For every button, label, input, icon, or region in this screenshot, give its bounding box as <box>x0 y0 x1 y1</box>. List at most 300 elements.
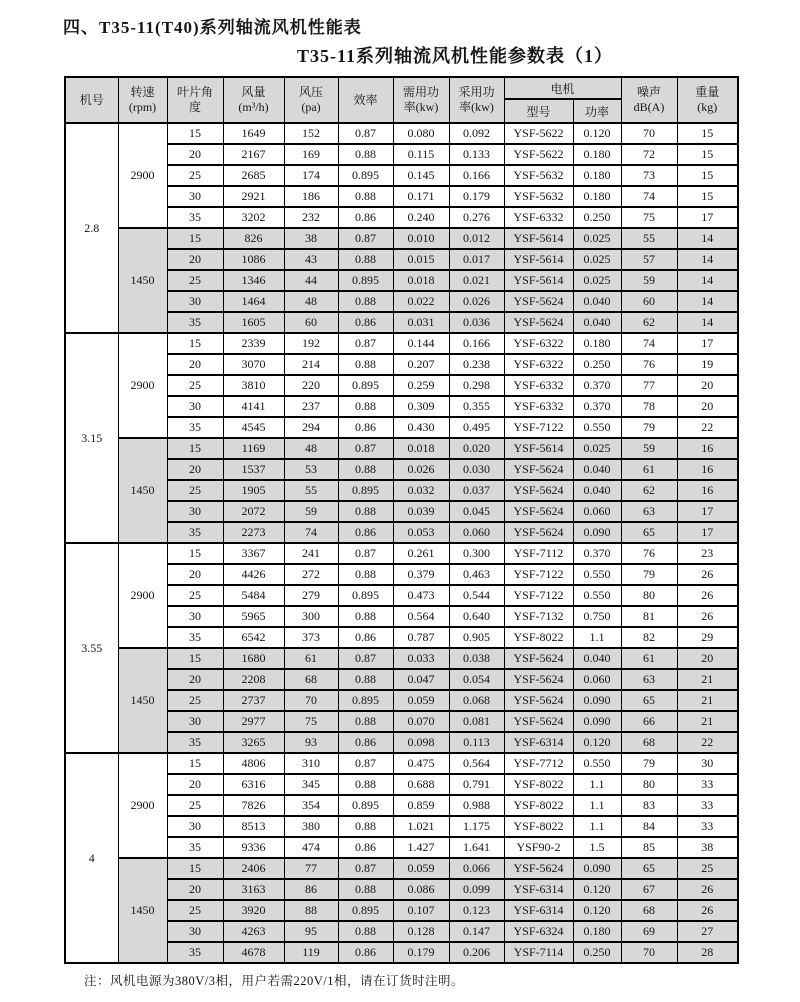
cell-noise: 74 <box>621 333 677 354</box>
cell-required-power: 0.031 <box>393 312 449 333</box>
cell-blade-angle: 25 <box>167 900 223 921</box>
cell-model: 2.8 <box>65 123 118 333</box>
cell-required-power: 0.032 <box>393 480 449 501</box>
cell-blade-angle: 20 <box>167 354 223 375</box>
cell-motor-model: YSF-5624 <box>504 312 573 333</box>
cell-air-flow: 3920 <box>223 900 284 921</box>
cell-motor-power: 0.180 <box>573 144 621 165</box>
cell-efficiency: 0.86 <box>338 837 393 858</box>
cell-weight: 26 <box>677 900 738 921</box>
cell-pressure: 119 <box>284 942 338 963</box>
cell-air-flow: 8513 <box>223 816 284 837</box>
cell-noise: 70 <box>621 123 677 144</box>
cell-motor-model: YSF-7112 <box>504 543 573 564</box>
cell-efficiency: 0.895 <box>338 480 393 501</box>
cell-adopted-power: 0.081 <box>449 711 504 732</box>
cell-pressure: 241 <box>284 543 338 564</box>
cell-noise: 61 <box>621 648 677 669</box>
cell-adopted-power: 0.544 <box>449 585 504 606</box>
cell-weight: 17 <box>677 522 738 543</box>
cell-weight: 30 <box>677 753 738 774</box>
cell-noise: 62 <box>621 480 677 501</box>
cell-efficiency: 0.88 <box>338 459 393 480</box>
cell-motor-model: YSF-5624 <box>504 501 573 522</box>
cell-blade-angle: 20 <box>167 564 223 585</box>
cell-weight: 38 <box>677 837 738 858</box>
cell-efficiency: 0.88 <box>338 879 393 900</box>
cell-pressure: 294 <box>284 417 338 438</box>
cell-blade-angle: 35 <box>167 732 223 753</box>
header-row-1 <box>65 77 738 99</box>
cell-blade-angle: 15 <box>167 123 223 144</box>
cell-pressure: 192 <box>284 333 338 354</box>
cell-motor-model: YSF90-2 <box>504 837 573 858</box>
cell-air-flow: 3367 <box>223 543 284 564</box>
cell-blade-angle: 25 <box>167 585 223 606</box>
cell-pressure: 61 <box>284 648 338 669</box>
cell-required-power: 0.144 <box>393 333 449 354</box>
cell-air-flow: 1346 <box>223 270 284 291</box>
cell-weight: 14 <box>677 291 738 312</box>
cell-motor-power: 0.025 <box>573 228 621 249</box>
cell-required-power: 0.047 <box>393 669 449 690</box>
cell-blade-angle: 15 <box>167 333 223 354</box>
cell-adopted-power: 0.045 <box>449 501 504 522</box>
cell-motor-power: 0.180 <box>573 165 621 186</box>
cell-blade-angle: 35 <box>167 837 223 858</box>
cell-air-flow: 1086 <box>223 249 284 270</box>
cell-noise: 62 <box>621 312 677 333</box>
cell-required-power: 0.010 <box>393 228 449 249</box>
cell-model: 3.15 <box>65 333 118 543</box>
cell-required-power: 0.115 <box>393 144 449 165</box>
cell-air-flow: 4263 <box>223 921 284 942</box>
cell-pressure: 53 <box>284 459 338 480</box>
cell-air-flow: 5965 <box>223 606 284 627</box>
cell-motor-model: YSF-7712 <box>504 753 573 774</box>
col-header-blade-angle: 叶片角 度 <box>167 77 223 123</box>
cell-speed: 1450 <box>118 228 167 333</box>
cell-air-flow: 2685 <box>223 165 284 186</box>
cell-efficiency: 0.88 <box>338 774 393 795</box>
cell-noise: 80 <box>621 585 677 606</box>
cell-speed: 2900 <box>118 123 167 228</box>
cell-motor-model: YSF-5624 <box>504 291 573 312</box>
cell-pressure: 59 <box>284 501 338 522</box>
cell-air-flow: 3202 <box>223 207 284 228</box>
cell-motor-power: 0.025 <box>573 270 621 291</box>
cell-motor-model: YSF-5624 <box>504 648 573 669</box>
cell-noise: 77 <box>621 375 677 396</box>
cell-motor-model: YSF-5622 <box>504 123 573 144</box>
cell-weight: 16 <box>677 459 738 480</box>
cell-model: 3.55 <box>65 543 118 753</box>
cell-air-flow: 6316 <box>223 774 284 795</box>
cell-weight: 33 <box>677 795 738 816</box>
cell-air-flow: 2737 <box>223 690 284 711</box>
cell-motor-power: 0.550 <box>573 564 621 585</box>
cell-air-flow: 4141 <box>223 396 284 417</box>
cell-motor-power: 0.550 <box>573 753 621 774</box>
cell-pressure: 48 <box>284 291 338 312</box>
table-body <box>65 123 738 963</box>
cell-air-flow: 4426 <box>223 564 284 585</box>
cell-efficiency: 0.87 <box>338 333 393 354</box>
cell-motor-power: 0.250 <box>573 942 621 963</box>
cell-motor-model: YSF-5614 <box>504 438 573 459</box>
cell-blade-angle: 15 <box>167 753 223 774</box>
cell-motor-power: 0.040 <box>573 291 621 312</box>
cell-pressure: 68 <box>284 669 338 690</box>
cell-motor-power: 0.750 <box>573 606 621 627</box>
cell-blade-angle: 15 <box>167 858 223 879</box>
cell-weight: 16 <box>677 438 738 459</box>
cell-weight: 14 <box>677 312 738 333</box>
cell-motor-model: YSF-8022 <box>504 627 573 648</box>
cell-efficiency: 0.86 <box>338 522 393 543</box>
cell-pressure: 75 <box>284 711 338 732</box>
cell-efficiency: 0.88 <box>338 186 393 207</box>
cell-weight: 27 <box>677 921 738 942</box>
cell-pressure: 152 <box>284 123 338 144</box>
cell-required-power: 0.080 <box>393 123 449 144</box>
cell-motor-model: YSF-6314 <box>504 900 573 921</box>
cell-blade-angle: 25 <box>167 480 223 501</box>
cell-adopted-power: 1.175 <box>449 816 504 837</box>
cell-required-power: 0.059 <box>393 690 449 711</box>
cell-motor-power: 0.090 <box>573 690 621 711</box>
cell-required-power: 0.018 <box>393 438 449 459</box>
cell-motor-model: YSF-5624 <box>504 522 573 543</box>
cell-air-flow: 4545 <box>223 417 284 438</box>
cell-efficiency: 0.87 <box>338 438 393 459</box>
cell-required-power: 0.070 <box>393 711 449 732</box>
cell-efficiency: 0.895 <box>338 690 393 711</box>
cell-motor-model: YSF-6322 <box>504 333 573 354</box>
cell-motor-power: 0.550 <box>573 585 621 606</box>
cell-required-power: 0.309 <box>393 396 449 417</box>
cell-adopted-power: 1.641 <box>449 837 504 858</box>
col-header-speed: 转速 (rpm) <box>118 77 167 123</box>
cell-blade-angle: 35 <box>167 207 223 228</box>
cell-efficiency: 0.895 <box>338 585 393 606</box>
cell-motor-model: YSF-6332 <box>504 207 573 228</box>
cell-required-power: 0.015 <box>393 249 449 270</box>
footnote: 注：风机电源为380V/3相，用户若需220V/1相，请在订货时注明。 <box>84 974 465 988</box>
cell-speed: 1450 <box>118 438 167 543</box>
cell-motor-power: 0.025 <box>573 249 621 270</box>
cell-air-flow: 2072 <box>223 501 284 522</box>
cell-pressure: 44 <box>284 270 338 291</box>
table-row <box>65 543 738 564</box>
cell-required-power: 0.261 <box>393 543 449 564</box>
cell-weight: 16 <box>677 480 738 501</box>
cell-weight: 20 <box>677 375 738 396</box>
col-header-required-power: 需用功 率(kw) <box>393 77 449 123</box>
cell-motor-power: 0.250 <box>573 207 621 228</box>
cell-noise: 61 <box>621 459 677 480</box>
cell-efficiency: 0.895 <box>338 375 393 396</box>
cell-weight: 23 <box>677 543 738 564</box>
cell-weight: 15 <box>677 186 738 207</box>
col-header-model: 机号 <box>65 77 118 123</box>
cell-efficiency: 0.88 <box>338 816 393 837</box>
cell-motor-model: YSF-6332 <box>504 396 573 417</box>
cell-adopted-power: 0.092 <box>449 123 504 144</box>
cell-adopted-power: 0.036 <box>449 312 504 333</box>
cell-pressure: 70 <box>284 690 338 711</box>
cell-motor-model: YSF-8022 <box>504 774 573 795</box>
cell-noise: 67 <box>621 879 677 900</box>
cell-blade-angle: 20 <box>167 774 223 795</box>
cell-pressure: 60 <box>284 312 338 333</box>
cell-required-power: 0.859 <box>393 795 449 816</box>
cell-required-power: 0.259 <box>393 375 449 396</box>
cell-weight: 14 <box>677 270 738 291</box>
cell-blade-angle: 30 <box>167 501 223 522</box>
cell-adopted-power: 0.495 <box>449 417 504 438</box>
cell-noise: 59 <box>621 270 677 291</box>
cell-adopted-power: 0.300 <box>449 543 504 564</box>
cell-air-flow: 2977 <box>223 711 284 732</box>
cell-pressure: 310 <box>284 753 338 774</box>
cell-motor-model: YSF-5632 <box>504 165 573 186</box>
table-row <box>65 438 738 459</box>
cell-noise: 76 <box>621 354 677 375</box>
cell-air-flow: 1680 <box>223 648 284 669</box>
cell-motor-power: 1.1 <box>573 627 621 648</box>
cell-motor-model: YSF-5622 <box>504 144 573 165</box>
cell-weight: 22 <box>677 417 738 438</box>
cell-efficiency: 0.895 <box>338 900 393 921</box>
cell-required-power: 0.039 <box>393 501 449 522</box>
cell-blade-angle: 30 <box>167 711 223 732</box>
cell-noise: 73 <box>621 165 677 186</box>
cell-motor-model: YSF-7122 <box>504 417 573 438</box>
cell-motor-power: 0.370 <box>573 396 621 417</box>
cell-blade-angle: 35 <box>167 417 223 438</box>
cell-adopted-power: 0.021 <box>449 270 504 291</box>
cell-air-flow: 2208 <box>223 669 284 690</box>
cell-motor-model: YSF-5624 <box>504 669 573 690</box>
cell-pressure: 237 <box>284 396 338 417</box>
cell-motor-power: 0.120 <box>573 879 621 900</box>
cell-pressure: 214 <box>284 354 338 375</box>
cell-motor-power: 0.120 <box>573 732 621 753</box>
cell-adopted-power: 0.026 <box>449 291 504 312</box>
cell-adopted-power: 0.037 <box>449 480 504 501</box>
cell-air-flow: 3265 <box>223 732 284 753</box>
cell-air-flow: 3163 <box>223 879 284 900</box>
cell-blade-angle: 30 <box>167 291 223 312</box>
cell-efficiency: 0.87 <box>338 543 393 564</box>
cell-speed: 1450 <box>118 648 167 753</box>
cell-pressure: 74 <box>284 522 338 543</box>
cell-noise: 75 <box>621 207 677 228</box>
cell-air-flow: 1464 <box>223 291 284 312</box>
cell-required-power: 1.427 <box>393 837 449 858</box>
cell-blade-angle: 25 <box>167 270 223 291</box>
cell-pressure: 86 <box>284 879 338 900</box>
cell-adopted-power: 0.133 <box>449 144 504 165</box>
cell-motor-model: YSF-5614 <box>504 249 573 270</box>
cell-motor-model: YSF-6322 <box>504 354 573 375</box>
cell-motor-power: 1.5 <box>573 837 621 858</box>
cell-adopted-power: 0.166 <box>449 333 504 354</box>
cell-motor-model: YSF-7114 <box>504 942 573 963</box>
cell-weight: 26 <box>677 564 738 585</box>
cell-required-power: 0.179 <box>393 942 449 963</box>
cell-weight: 21 <box>677 669 738 690</box>
cell-adopted-power: 0.791 <box>449 774 504 795</box>
cell-blade-angle: 20 <box>167 879 223 900</box>
cell-required-power: 0.430 <box>393 417 449 438</box>
cell-weight: 20 <box>677 648 738 669</box>
cell-efficiency: 0.88 <box>338 144 393 165</box>
cell-required-power: 0.107 <box>393 900 449 921</box>
cell-adopted-power: 0.463 <box>449 564 504 585</box>
cell-weight: 21 <box>677 690 738 711</box>
cell-required-power: 0.053 <box>393 522 449 543</box>
cell-weight: 21 <box>677 711 738 732</box>
cell-motor-power: 0.040 <box>573 459 621 480</box>
cell-adopted-power: 0.123 <box>449 900 504 921</box>
cell-weight: 14 <box>677 228 738 249</box>
cell-motor-power: 0.060 <box>573 501 621 522</box>
cell-motor-power: 0.040 <box>573 480 621 501</box>
cell-noise: 65 <box>621 522 677 543</box>
cell-blade-angle: 35 <box>167 627 223 648</box>
cell-motor-power: 0.090 <box>573 711 621 732</box>
cell-efficiency: 0.88 <box>338 921 393 942</box>
cell-efficiency: 0.86 <box>338 207 393 228</box>
cell-efficiency: 0.895 <box>338 165 393 186</box>
cell-air-flow: 2339 <box>223 333 284 354</box>
cell-motor-power: 0.370 <box>573 375 621 396</box>
cell-motor-model: YSF-5614 <box>504 270 573 291</box>
cell-pressure: 279 <box>284 585 338 606</box>
cell-blade-angle: 20 <box>167 459 223 480</box>
cell-noise: 68 <box>621 900 677 921</box>
cell-pressure: 93 <box>284 732 338 753</box>
cell-noise: 59 <box>621 438 677 459</box>
cell-blade-angle: 15 <box>167 543 223 564</box>
cell-adopted-power: 0.060 <box>449 522 504 543</box>
cell-efficiency: 0.87 <box>338 123 393 144</box>
cell-adopted-power: 0.905 <box>449 627 504 648</box>
cell-noise: 79 <box>621 417 677 438</box>
cell-motor-power: 0.180 <box>573 333 621 354</box>
fan-performance-table <box>64 76 739 964</box>
cell-noise: 79 <box>621 753 677 774</box>
cell-motor-model: YSF-5624 <box>504 858 573 879</box>
cell-weight: 17 <box>677 207 738 228</box>
cell-motor-model: YSF-8022 <box>504 795 573 816</box>
cell-noise: 57 <box>621 249 677 270</box>
cell-motor-model: YSF-5624 <box>504 459 573 480</box>
cell-efficiency: 0.88 <box>338 501 393 522</box>
table-row <box>65 228 738 249</box>
cell-motor-power: 0.090 <box>573 858 621 879</box>
cell-efficiency: 0.87 <box>338 228 393 249</box>
cell-weight: 33 <box>677 774 738 795</box>
cell-adopted-power: 0.066 <box>449 858 504 879</box>
col-header-motor-model: 型号 <box>504 99 573 123</box>
cell-motor-model: YSF-5624 <box>504 711 573 732</box>
cell-air-flow: 5484 <box>223 585 284 606</box>
cell-required-power: 0.475 <box>393 753 449 774</box>
cell-pressure: 48 <box>284 438 338 459</box>
cell-efficiency: 0.87 <box>338 648 393 669</box>
cell-noise: 69 <box>621 921 677 942</box>
cell-air-flow: 1605 <box>223 312 284 333</box>
cell-efficiency: 0.86 <box>338 627 393 648</box>
cell-required-power: 0.688 <box>393 774 449 795</box>
cell-noise: 84 <box>621 816 677 837</box>
cell-adopted-power: 0.017 <box>449 249 504 270</box>
cell-pressure: 55 <box>284 480 338 501</box>
cell-required-power: 0.086 <box>393 879 449 900</box>
cell-blade-angle: 20 <box>167 249 223 270</box>
cell-motor-power: 1.1 <box>573 774 621 795</box>
cell-required-power: 0.240 <box>393 207 449 228</box>
cell-motor-power: 0.025 <box>573 438 621 459</box>
cell-air-flow: 1649 <box>223 123 284 144</box>
col-header-weight: 重量 (kg) <box>677 77 738 123</box>
page-title: 四、T35-11(T40)系列轴流风机性能表 <box>63 18 362 37</box>
cell-pressure: 232 <box>284 207 338 228</box>
cell-blade-angle: 20 <box>167 669 223 690</box>
cell-weight: 29 <box>677 627 738 648</box>
cell-air-flow: 3810 <box>223 375 284 396</box>
cell-efficiency: 0.88 <box>338 291 393 312</box>
cell-air-flow: 1905 <box>223 480 284 501</box>
cell-blade-angle: 30 <box>167 186 223 207</box>
cell-motor-power: 0.120 <box>573 123 621 144</box>
cell-motor-power: 0.180 <box>573 921 621 942</box>
cell-adopted-power: 0.238 <box>449 354 504 375</box>
cell-motor-power: 0.040 <box>573 312 621 333</box>
cell-required-power: 0.026 <box>393 459 449 480</box>
cell-motor-model: YSF-6314 <box>504 732 573 753</box>
cell-efficiency: 0.86 <box>338 732 393 753</box>
cell-weight: 20 <box>677 396 738 417</box>
cell-pressure: 354 <box>284 795 338 816</box>
cell-noise: 60 <box>621 291 677 312</box>
cell-motor-model: YSF-6324 <box>504 921 573 942</box>
cell-noise: 83 <box>621 795 677 816</box>
cell-air-flow: 4678 <box>223 942 284 963</box>
cell-blade-angle: 15 <box>167 438 223 459</box>
table-row <box>65 858 738 879</box>
cell-motor-power: 0.180 <box>573 186 621 207</box>
cell-blade-angle: 35 <box>167 522 223 543</box>
cell-required-power: 1.021 <box>393 816 449 837</box>
cell-pressure: 380 <box>284 816 338 837</box>
cell-air-flow: 4806 <box>223 753 284 774</box>
cell-noise: 81 <box>621 606 677 627</box>
cell-air-flow: 1169 <box>223 438 284 459</box>
cell-efficiency: 0.88 <box>338 606 393 627</box>
cell-noise: 79 <box>621 564 677 585</box>
cell-weight: 26 <box>677 606 738 627</box>
cell-adopted-power: 0.099 <box>449 879 504 900</box>
cell-efficiency: 0.87 <box>338 858 393 879</box>
cell-motor-power: 0.090 <box>573 522 621 543</box>
cell-pressure: 174 <box>284 165 338 186</box>
cell-efficiency: 0.895 <box>338 795 393 816</box>
cell-weight: 17 <box>677 501 738 522</box>
